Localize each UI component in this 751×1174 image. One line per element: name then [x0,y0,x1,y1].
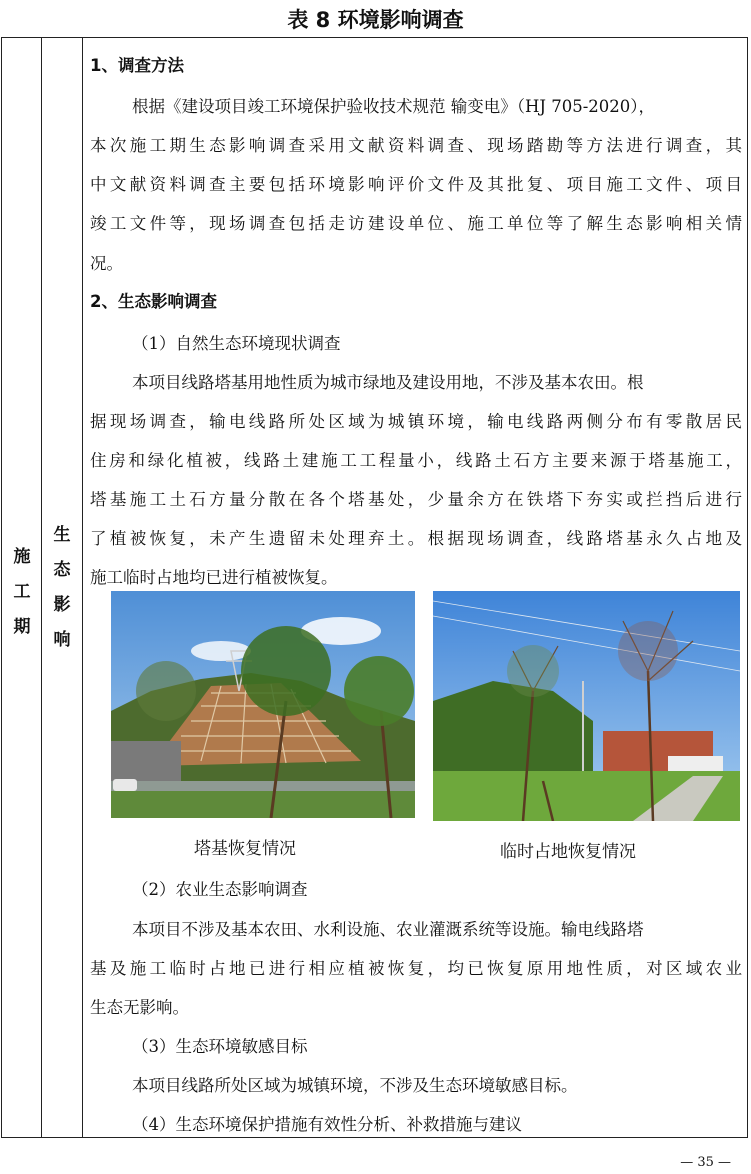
label-char: 施 [13,547,31,567]
paragraph-line: 本次施工期生态影响调查采用文献资料调查、现场踏勘等方法进行调查，其 [90,136,742,155]
subheading: （4）生态环境保护措施有效性分析、补救措施与建议 [132,1115,522,1134]
label-char: 工 [13,582,31,602]
heading-survey-method: 1、调查方法 [90,56,184,75]
paragraph-line: 了植被恢复，未产生遗留未处理弃土。根据现场调查，线路塔基永久占地及 [90,529,742,548]
label-char: 影 [53,595,71,615]
paragraph-line: 根据《建设项目竣工环境保护验收技术规范 输变电》（HJ 705-2020）， [132,97,656,116]
paragraph-line: 本项目线路塔基用地性质为城市绿地及建设用地，不涉及基本农田。根 [132,373,644,392]
paragraph-line: 住房和绿化植被，线路土建施工工程量小，线路土石方主要来源于塔基施工， [90,451,742,470]
paragraph-line: 况。 [90,254,123,273]
label-char: 响 [53,630,71,650]
paragraph-line: 生态无影响。 [90,998,189,1017]
heading-ecological-survey: 2、生态影响调查 [90,292,217,311]
paragraph-line: 本项目不涉及基本农田、水利设施、农业灌溉系统等设施。输电线路塔 [132,920,644,939]
label-char: 期 [13,617,31,637]
paragraph-line: 竣工文件等，现场调查包括走访建设单位、施工单位等了解生态影响相关情 [90,214,742,233]
paragraph-line: 塔基施工土石方量分散在各个塔基处，少量余方在铁塔下夯实或拦挡后进行 [90,490,742,509]
page-number: — 35 — [680,1155,731,1170]
tower-base-photo [111,591,415,818]
photo-caption: 临时占地恢复情况 [500,842,636,862]
label-char: 生 [53,525,71,545]
column-divider [82,38,83,1137]
subheading: （3）生态环境敏感目标 [132,1037,308,1056]
column-divider [41,38,42,1137]
tower-base-photo-image [111,591,415,818]
row-label-ecological-impact [52,518,72,658]
subheading: （2）农业生态影响调查 [132,880,308,899]
paragraph-line: 据现场调查，输电线路所处区域为城镇环境，输电线路两侧分布有零散居民 [90,412,742,431]
paragraph-line: 中文献资料调查主要包括环境影响评价文件及其批复、项目施工文件、项目 [90,175,742,194]
row-label-construction-period [12,540,32,645]
subheading: （1）自然生态环境现状调查 [132,334,341,353]
label-char: 态 [53,560,71,580]
temporary-land-photo-image [433,591,740,821]
photo-caption: 塔基恢复情况 [194,839,296,859]
paragraph-line: 本项目线路所处区域为城镇环境，不涉及生态环境敏感目标。 [132,1076,578,1095]
paragraph-line: 基及施工临时占地已进行相应植被恢复，均已恢复原用地性质，对区域农业 [90,959,742,978]
temporary-land-photo [433,591,740,821]
paragraph-line: 施工临时占地均已进行植被恢复。 [90,568,338,587]
table-title: 表 8 环境影响调查 [287,8,464,32]
